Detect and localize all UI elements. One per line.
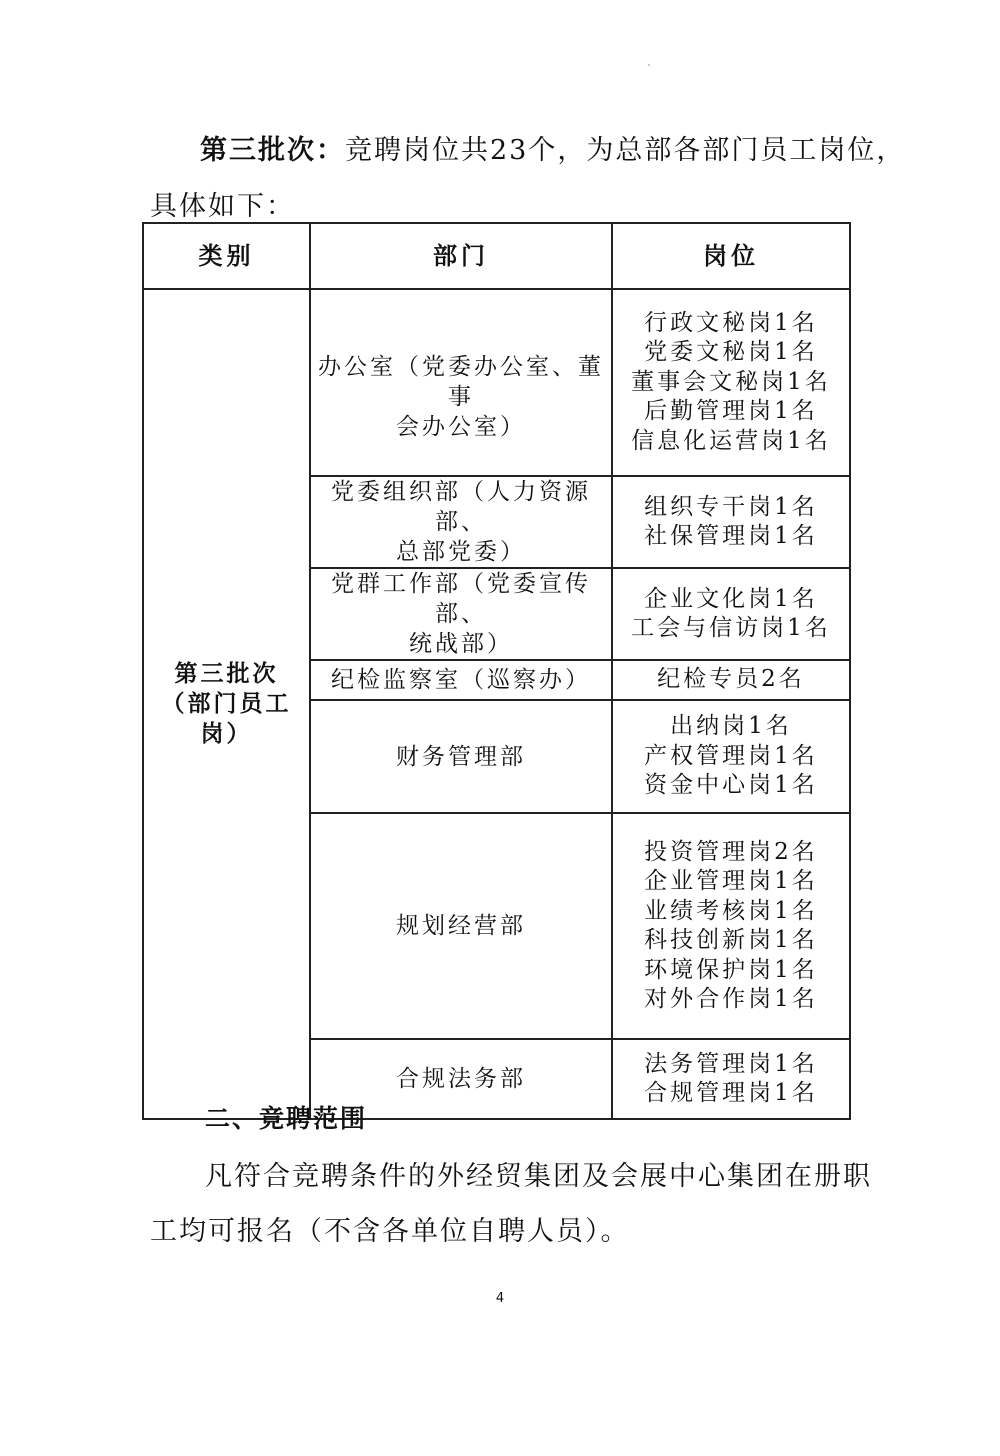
position-cell <box>612 1039 850 1119</box>
position-item: 信息化运营岗1名 <box>631 427 831 454</box>
position-item: 业绩考核岗1名 <box>644 897 818 924</box>
department-cell <box>310 813 612 1039</box>
position-item: 科技创新岗1名 <box>644 927 818 953</box>
department-cell <box>310 660 612 700</box>
intro-line-2: 具体如下： <box>150 191 295 222</box>
position-item: 工会与信访岗1名 <box>631 615 831 641</box>
department-cell <box>310 700 612 813</box>
header-department: 部门 <box>310 223 612 289</box>
department-line: 党群工作部（党委宣传部、 <box>331 571 591 627</box>
position-cell <box>612 568 850 660</box>
scan-speck <box>648 64 650 66</box>
intro-lead: 第三批次： <box>200 135 345 166</box>
department-line: 总部党委） <box>396 539 526 565</box>
category-cell <box>143 289 310 1119</box>
position-item: 社保管理岗1名 <box>644 523 818 549</box>
department-line: 财务管理部 <box>396 743 526 770</box>
department-line: 合规法务部 <box>396 1066 526 1092</box>
intro-line-1-text: 竞聘岗位共23个，为总部各部门员工岗位， <box>345 135 906 166</box>
position-item: 资金中心岗1名 <box>644 772 818 799</box>
position-item: 对外合作岗1名 <box>644 986 818 1012</box>
page-number: 4 <box>495 1291 505 1306</box>
position-item: 董事会文秘岗1名 <box>631 368 831 395</box>
position-item: 纪检专员2名 <box>657 666 805 693</box>
department-line: 统战部） <box>409 631 513 657</box>
table-row <box>143 289 850 476</box>
position-item: 出纳岗1名 <box>670 713 792 740</box>
position-item: 法务管理岗1名 <box>644 1050 818 1077</box>
position-item: 党委文秘岗1名 <box>644 339 818 366</box>
position-cell <box>612 289 850 476</box>
department-line: 规划经营部 <box>396 913 526 939</box>
position-item: 组织专干岗1名 <box>644 493 818 520</box>
department-cell <box>310 476 612 568</box>
department-line: 办公室（党委办公室、董事 <box>318 354 604 410</box>
section-2-heading: 二、竞聘范围 <box>205 1104 368 1133</box>
department-cell <box>310 289 612 476</box>
section-2-line-1: 凡符合竞聘条件的外经贸集团及会展中心集团在册职 <box>205 1161 872 1192</box>
position-item: 行政文秘岗1名 <box>644 309 818 336</box>
category-line-2: （部门员工岗） <box>161 691 292 747</box>
department-cell <box>310 568 612 660</box>
position-item: 投资管理岗2名 <box>644 838 818 865</box>
positions-table <box>142 222 851 1120</box>
position-item: 后勤管理岗1名 <box>644 398 818 425</box>
position-item: 企业管理岗1名 <box>644 868 818 894</box>
header-category: 类别 <box>143 223 310 289</box>
position-item: 环境保护岗1名 <box>644 956 818 983</box>
department-line: 纪检监察室（巡察办） <box>331 667 591 693</box>
position-cell <box>612 813 850 1039</box>
intro-line-1 <box>200 128 905 167</box>
position-cell <box>612 660 850 700</box>
table-header-row <box>143 223 850 289</box>
position-cell <box>612 700 850 813</box>
position-item: 企业文化岗1名 <box>644 585 818 612</box>
department-line: 党委组织部（人力资源部、 <box>331 479 591 535</box>
position-item: 合规管理岗1名 <box>644 1080 818 1106</box>
section-2-line-2: 工均可报名（不含各单位自聘人员）。 <box>150 1216 630 1247</box>
header-position: 岗位 <box>612 223 850 289</box>
category-line-1: 第三批次 <box>174 661 279 687</box>
position-item: 产权管理岗1名 <box>644 742 818 769</box>
position-cell <box>612 476 850 568</box>
department-line: 会办公室） <box>396 414 526 440</box>
